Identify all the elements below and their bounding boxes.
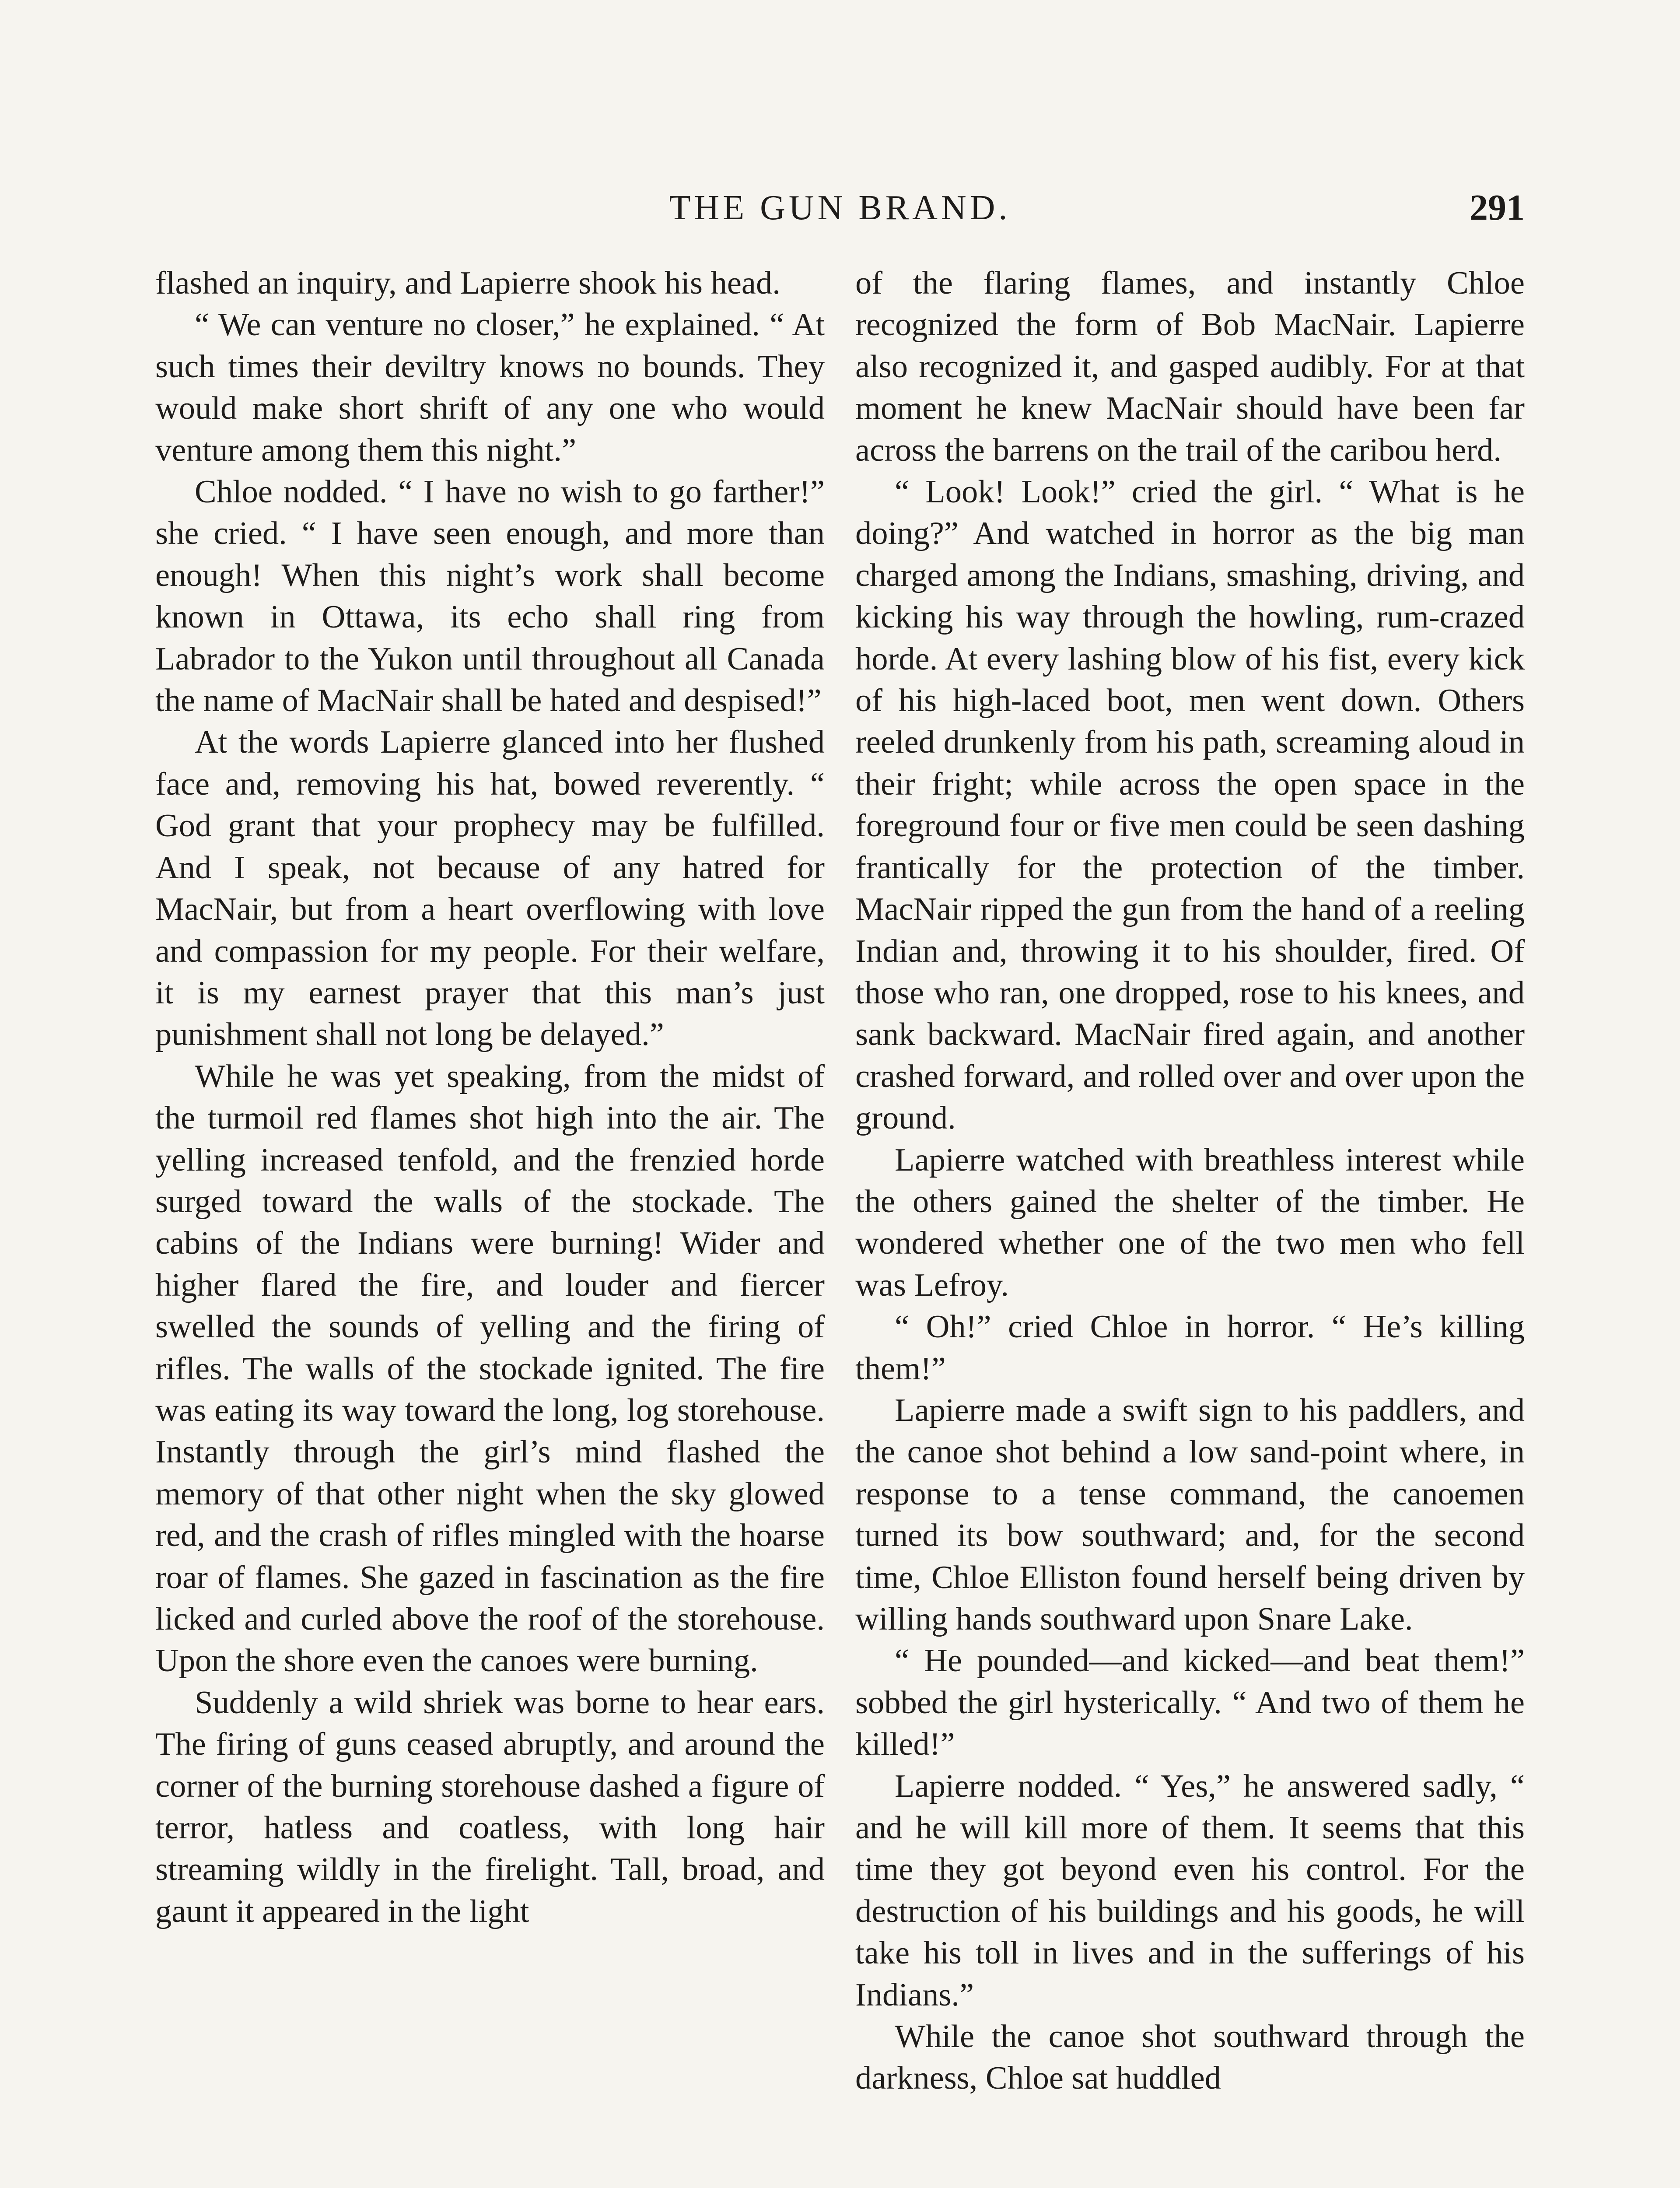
paragraph: Lapierre nodded. “ Yes,” he answered sadly, “ and he will kill more of them. It seems that this time they got beyond even his control. For the destruction of his buildings and his goods, he will take his toll in lives and in the sufferings of his Indians.” (855, 1768, 1525, 2013)
page-header (155, 184, 1525, 232)
paragraph: “ Look! Look!” cried the girl. “ What is he doing?” And watched in horror as the big man charged among the Indians, smashing, driving, and kicking his way through the howling, rum-crazed horde. At every lashing blow of his fist, every kick of his high-laced boot, men went down. Others reeled drunkenly from his path, screaming aloud in their fright; while across the open space in the foreground four or five men could be seen dashing frantically for the protection of the timber. MacNair ripped the gun from the hand of a reeling Indian and, throwing it to his shoulder, fired. Of those who ran, one dropped, rose to his knees, and sank backward. MacNair fired again, and another crashed forward, and rolled over and over upon the ground. (855, 474, 1525, 1136)
left-column (155, 263, 825, 2188)
paragraph: Suddenly a wild shriek was borne to hear ears. The firing of guns ceased abruptly, and around the corner of the burning storehouse dashed a figure of terror, hatless and coatless, with long hair streaming wildly in the firelight. Tall, broad, and gaunt it appeared in the light (155, 1684, 825, 1929)
text-columns (155, 263, 1525, 2188)
paragraph: Lapierre made a swift sign to his paddlers, and the canoe shot behind a low sand-point where, in response to a tense command, the canoemen turned its bow southward; and, for the second time, Chloe Elliston found herself being driven by willing hands southward upon Snare Lake. (855, 1392, 1525, 1637)
page-number: 291 (1470, 187, 1525, 228)
paragraph: of the flaring flames, and instantly Chloe recognized the form of Bob MacNair. Lapierre also recognized it, and gasped audibly. For at that moment he knew MacNair should have been far across the barrens on the trail of the caribou herd. (855, 265, 1525, 468)
right-column (855, 263, 1525, 2188)
paragraph: “ We can venture no closer,” he explained. “ At such times their deviltry knows no bounds. They would make short shrift of any one who would venture among them this night.” (155, 307, 825, 468)
running-title: THE GUN BRAND. (669, 189, 1011, 227)
paragraph: Chloe nodded. “ I have no wish to go farther!” she cried. “ I have seen enough, and more than enough! When this night’s work shall become known in Ottawa, its echo shall ring from Labrador to the Yukon until throughout all Canada the name of MacNair shall be hated and despised!” (155, 474, 825, 719)
paragraph: At the words Lapierre glanced into her flushed face and, removing his hat, bowed reverently. “ God grant that your prophecy may be fulfilled. And I speak, not because of any hatred for MacNair, but from a heart overflowing with love and compassion for my people. For their welfare, it is my earnest prayer that this man’s just punishment shall not long be delayed.” (155, 724, 825, 1053)
paragraph: flashed an inquiry, and Lapierre shook his head. (155, 265, 780, 301)
paragraph: “ Oh!” cried Chloe in horror. “ He’s killing them!” (855, 1309, 1525, 1387)
paragraph: Lapierre watched with breathless interest while the others gained the shelter of the timber. He wondered whether one of the two men who fell was Lefroy. (855, 1142, 1525, 1303)
paragraph: While he was yet speaking, from the midst of the turmoil red flames shot high into the air. The yelling increased tenfold, and the frenzied horde surged toward the walls of the stockade. The cabins of the Indians were burning! Wider and higher flared the fire, and louder and fiercer swelled the sounds of yelling and the firing of rifles. The walls of the stockade ignited. The fire was eating its way toward the long, log storehouse. Instantly through the girl’s mind flashed the memory of that other night when the sky glowed red, and the crash of rifles mingled with the hoarse roar of flames. She gazed in fascination as the fire licked and curled above the roof of the storehouse. Upon the shore even the canoes were burning. (155, 1058, 825, 1679)
paragraph: While the canoe shot southward through the darkness, Chloe sat huddled (855, 2019, 1525, 2097)
paragraph: “ He pounded—and kicked—and beat them!” sobbed the girl hysterically. “ And two of them he killed!” (855, 1643, 1525, 1763)
